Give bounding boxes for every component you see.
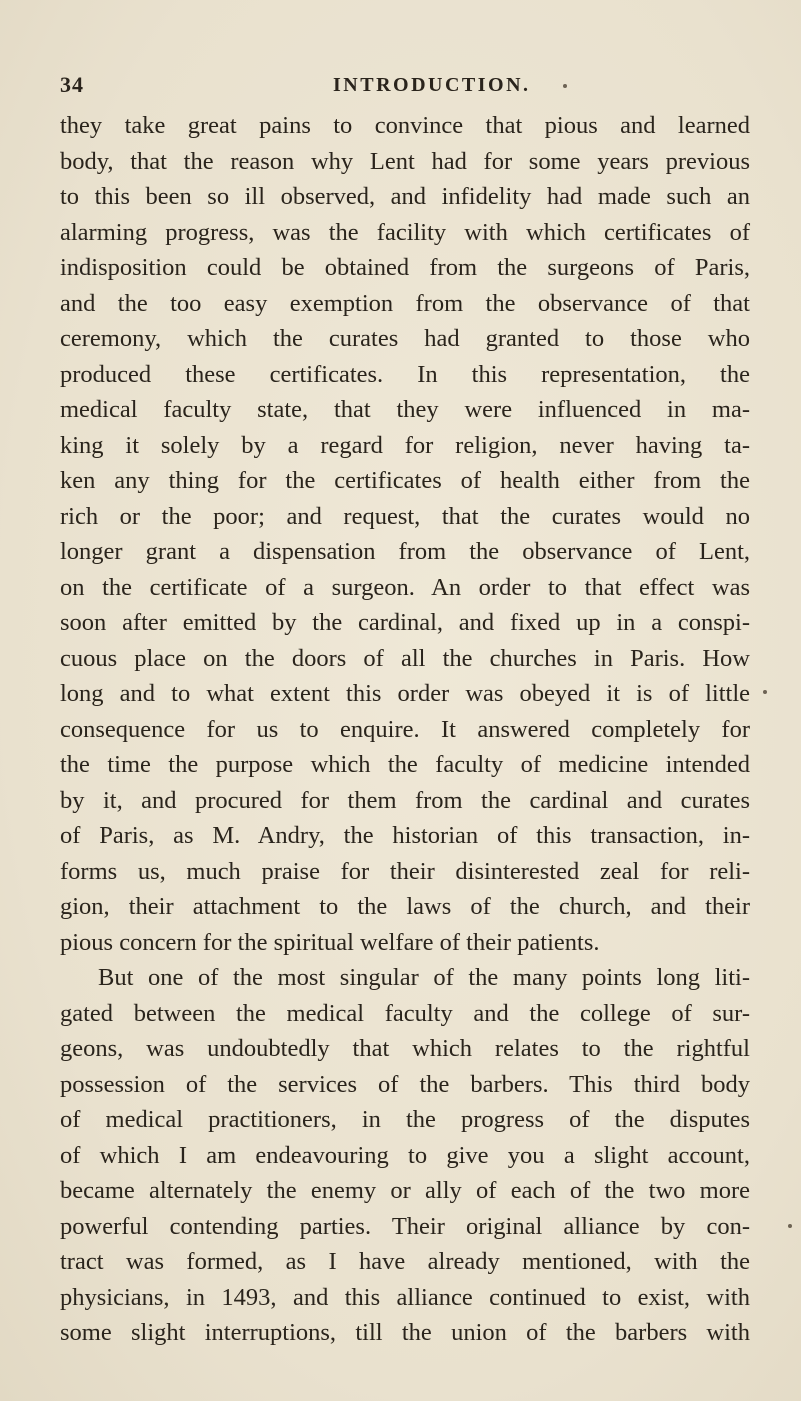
text-line: ken any thing for the certificates of health either from the [60, 467, 750, 494]
text-line: alarming progress, was the facility with which certificates of [60, 218, 750, 246]
text-line: and the too easy exemption from the observance of that [60, 289, 750, 317]
ink-speck [763, 690, 767, 694]
paragraph-end-line: pious concern for the spiritual welfare of their patients. [60, 928, 600, 956]
paragraph-first-line: But one of the most singular of the many points long liti- [98, 964, 750, 991]
text-line: body, that the reason why Lent had for some years previous [60, 147, 750, 175]
text-line: of medical practitioners, in the progress of the disputes [60, 1106, 750, 1133]
text-line: became alternately the enemy or ally of each of the two more [60, 1177, 750, 1204]
text-line: of Paris, as M. Andry, the historian of this transaction, in- [60, 822, 750, 849]
text-line: gated between the medical faculty and the college of sur- [60, 999, 750, 1027]
text-line: the time the purpose which the faculty of medicine intended [60, 751, 750, 778]
text-line: indisposition could be obtained from the surgeons of Paris, [60, 254, 750, 281]
text-line: king it solely by a regard for religion, never having ta- [60, 431, 750, 459]
text-line: produced these certificates. In this representation, the [60, 360, 750, 388]
text-line: geons, was undoubtedly that which relates to the rightful [60, 1035, 750, 1062]
text-line: they take great pains to convince that pious and learned [60, 112, 750, 139]
body-text [60, 108, 750, 1351]
text-line: consequence for us to enquire. It answered completely for [60, 715, 750, 743]
text-line: rich or the poor; and request, that the curates would no [60, 502, 750, 530]
page-header [60, 72, 740, 106]
text-line: on the certificate of a surgeon. An order to that effect was [60, 573, 750, 601]
text-line: by it, and procured for them from the cardinal and curates [60, 786, 750, 814]
text-line: possession of the services of the barbers. This third body [60, 1070, 750, 1098]
ink-speck [788, 1224, 792, 1228]
text-line: ceremony, which the curates had granted to those who [60, 325, 750, 352]
page-number: 34 [60, 72, 84, 97]
text-line: forms us, much praise for their disinterested zeal for reli- [60, 857, 750, 885]
text-line: tract was formed, as I have already mentioned, with the [60, 1248, 750, 1275]
text-line: to this been so ill observed, and infidelity had made such an [60, 183, 750, 210]
text-line: some slight interruptions, till the union of the barbers with [60, 1319, 750, 1346]
ink-speck [563, 84, 567, 88]
text-line: longer grant a dispensation from the observance of Lent, [60, 538, 750, 565]
text-line: gion, their attachment to the laws of the church, and their [60, 893, 750, 920]
text-line: soon after emitted by the cardinal, and fixed up in a conspi- [60, 609, 750, 636]
text-line: of which I am endeavouring to give you a slight account, [60, 1141, 750, 1169]
running-head: INTRODUCTION. [333, 74, 531, 96]
text-line: medical faculty state, that they were influenced in ma- [60, 396, 750, 423]
text-line: long and to what extent this order was obeyed it is of little [60, 680, 750, 707]
text-line: physicians, in 1493, and this alliance continued to exist, with [60, 1283, 750, 1311]
text-line: cuous place on the doors of all the churches in Paris. How [60, 644, 750, 672]
text-line: powerful contending parties. Their original alliance by con- [60, 1212, 750, 1240]
